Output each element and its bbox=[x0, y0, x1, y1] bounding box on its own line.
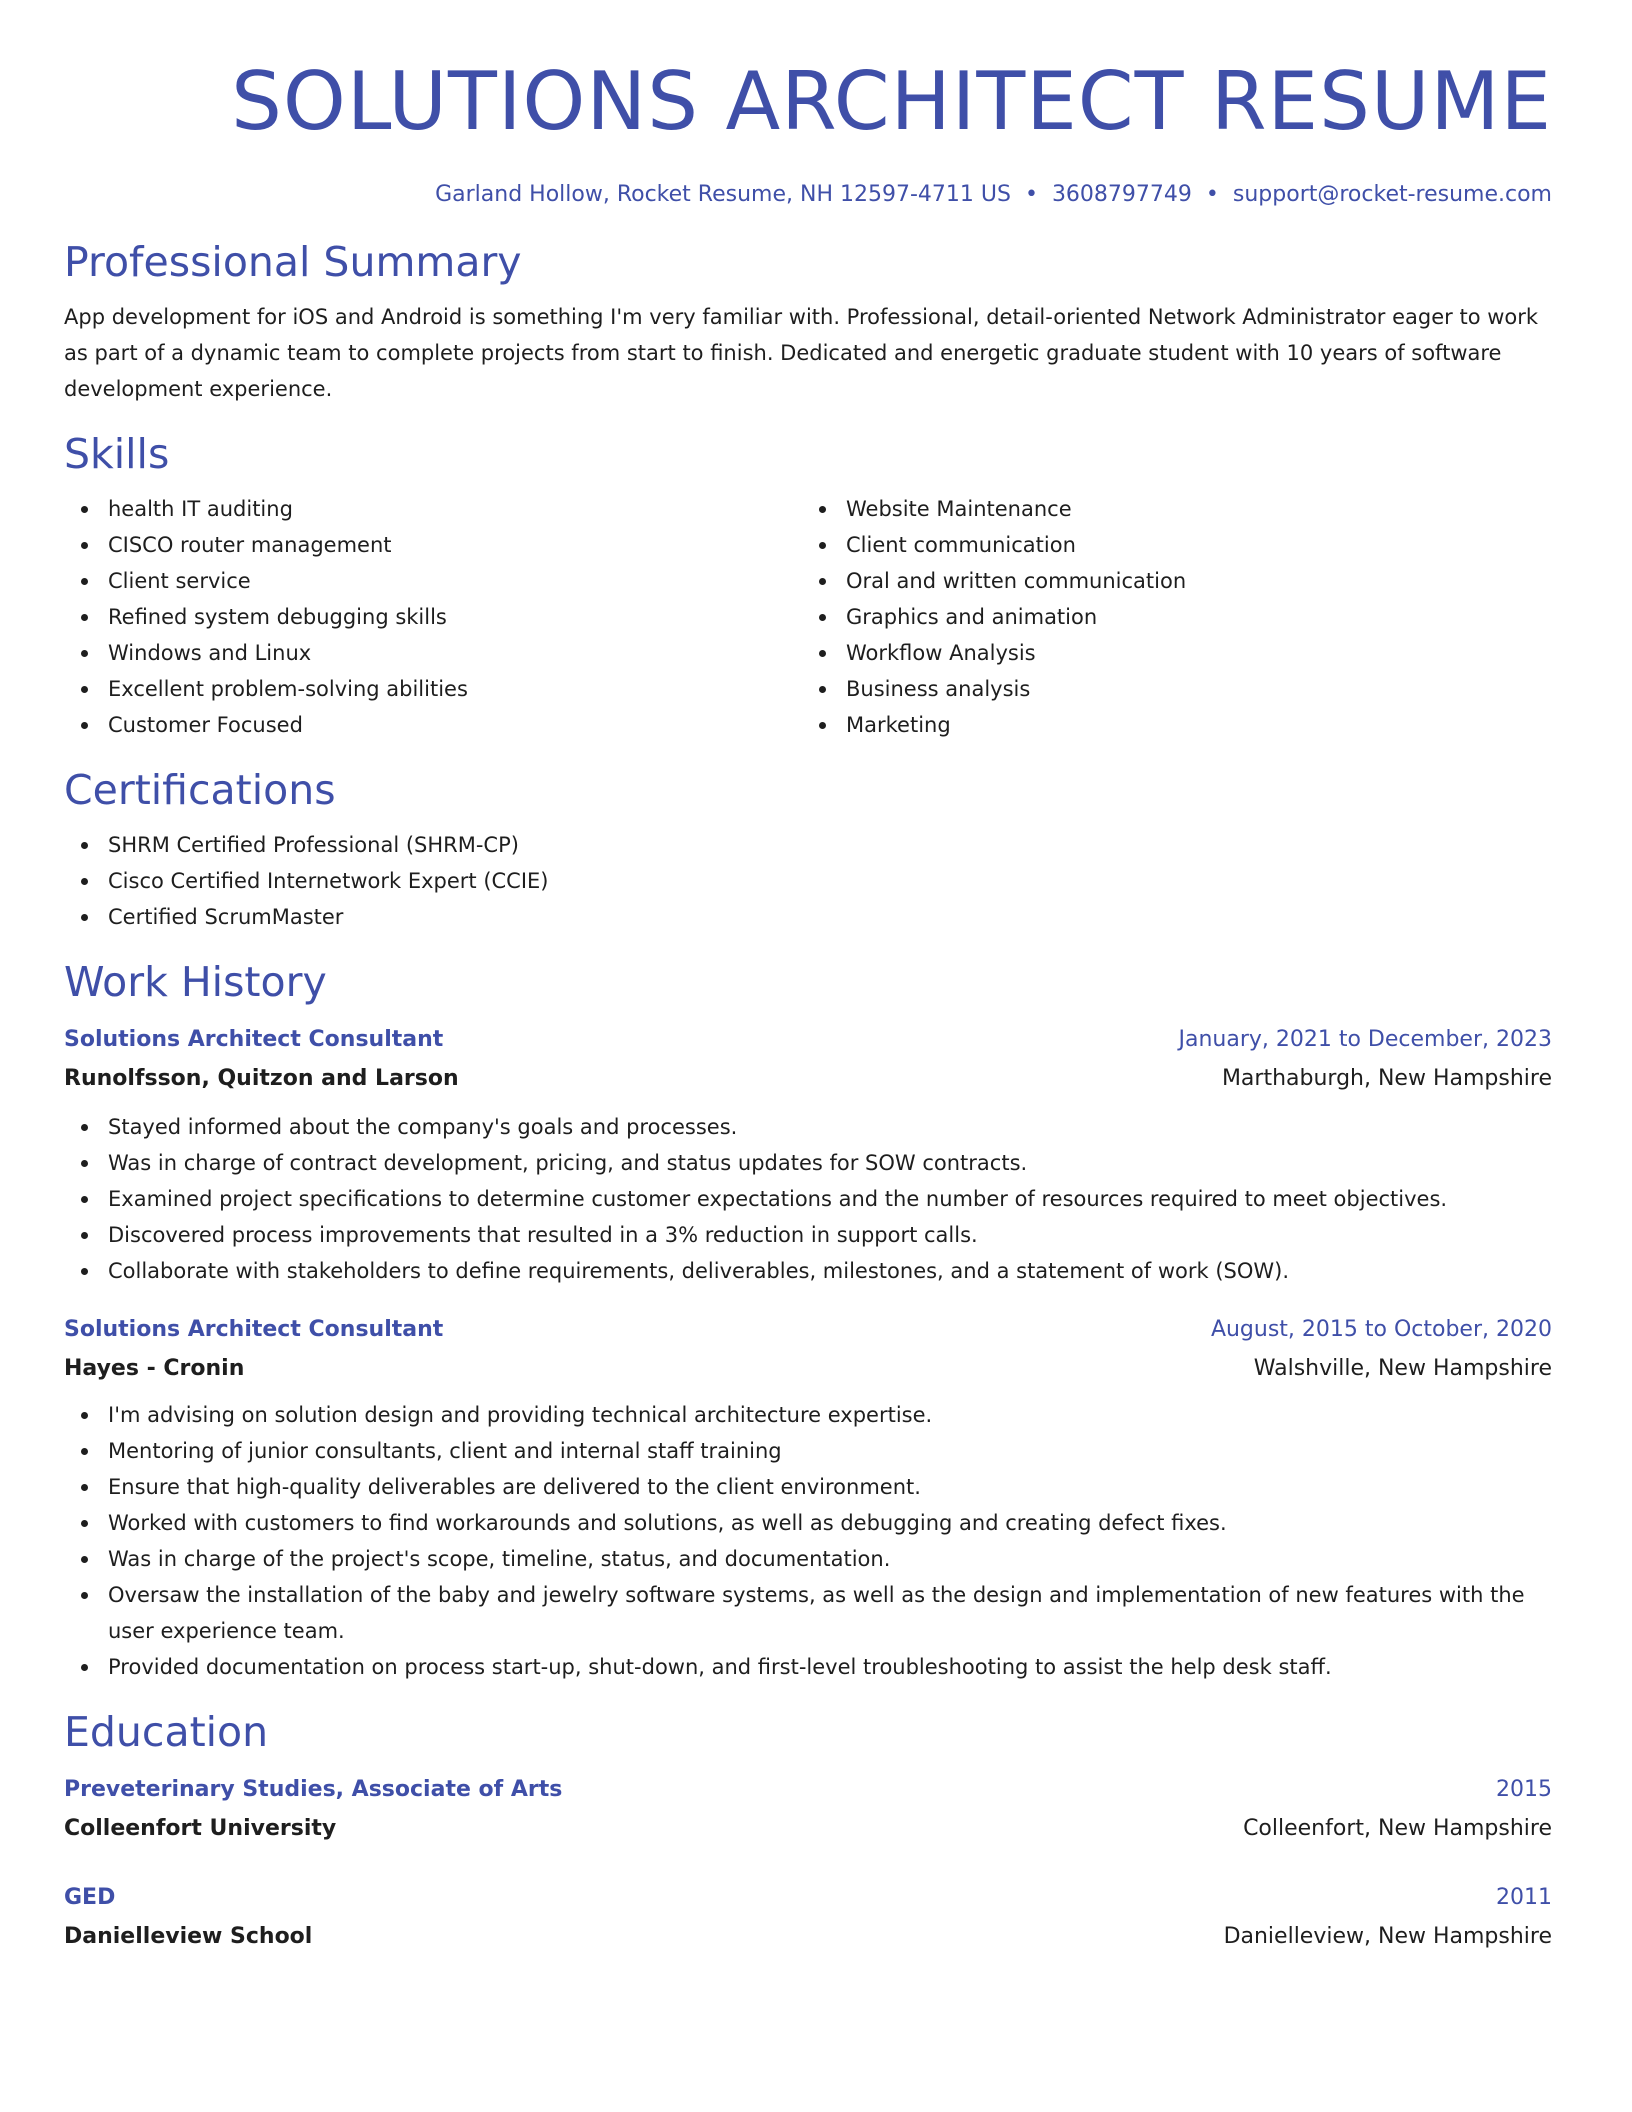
job-bullet: Was in charge of the project's scope, timeline, status, and documentation. bbox=[64, 1541, 1552, 1577]
skill-item: CISCO router management bbox=[64, 527, 802, 563]
skill-item: Workflow Analysis bbox=[802, 635, 1540, 671]
job-bullet: Discovered process improvements that resulted in a 3% reduction in support calls. bbox=[64, 1217, 1552, 1253]
contact-phone: 3608797749 bbox=[1051, 182, 1192, 207]
job-bullet: Ensure that high-quality deliverables are delivered to the client environment. bbox=[64, 1469, 1552, 1505]
contact-email[interactable]: support@rocket-resume.com bbox=[1232, 182, 1552, 207]
education-school: Colleenfort University bbox=[64, 1816, 337, 1841]
job-company: Hayes - Cronin bbox=[64, 1356, 245, 1381]
skill-item: Excellent problem-solving abilities bbox=[64, 671, 802, 707]
job-bullets bbox=[64, 1109, 1552, 1289]
education-year: 2011 bbox=[1496, 1885, 1552, 1910]
job-company: Runolfsson, Quitzon and Larson bbox=[64, 1066, 459, 1091]
education-heading: Education bbox=[64, 1708, 269, 1756]
certification-item: Cisco Certified Internetwork Expert (CCIE) bbox=[64, 863, 1552, 899]
job-org-row bbox=[64, 1349, 1552, 1389]
job-location: Marthaburgh, New Hampshire bbox=[1221, 1066, 1552, 1091]
work-history-heading: Work History bbox=[64, 958, 327, 1006]
education-degree: GED bbox=[64, 1885, 116, 1910]
job-title: Solutions Architect Consultant bbox=[64, 1317, 444, 1342]
education-school-row bbox=[64, 1809, 1552, 1849]
job-entry bbox=[64, 1021, 1552, 1289]
skill-item: health IT auditing bbox=[64, 491, 802, 527]
skill-item: Client service bbox=[64, 563, 802, 599]
skill-item: Website Maintenance bbox=[802, 491, 1540, 527]
skill-item: Customer Focused bbox=[64, 707, 802, 743]
summary-text: App development for iOS and Android is something I'm very familiar with. Professional, detail-oriented Network Administrator eager to work as part of a dynamic team to complete projects from start to finish. Dedicated and energetic graduate student with 10 years of software development experience. bbox=[64, 305, 1539, 401]
education-header-row bbox=[64, 1879, 1552, 1917]
certifications-list bbox=[64, 827, 1552, 935]
resume-title: SOLUTIONS ARCHITECT RESUME bbox=[231, 55, 1552, 148]
job-bullet: Examined project specifications to determine customer expectations and the number of resources required to meet objectives. bbox=[64, 1181, 1552, 1217]
job-header-row bbox=[64, 1311, 1552, 1349]
education-entry bbox=[64, 1771, 1552, 1849]
job-location: Walshville, New Hampshire bbox=[1253, 1356, 1552, 1381]
skill-item: Graphics and animation bbox=[802, 599, 1540, 635]
education-entry bbox=[64, 1879, 1552, 1957]
job-bullet: Was in charge of contract development, pricing, and status updates for SOW contracts. bbox=[64, 1145, 1552, 1181]
job-bullet: Provided documentation on process start-up, shut-down, and first-level troubleshooting to assist the help desk staff. bbox=[64, 1649, 1552, 1685]
job-header-row bbox=[64, 1021, 1552, 1059]
skills-heading: Skills bbox=[64, 430, 170, 478]
job-bullet: Worked with customers to find workarounds and solutions, as well as debugging and creating defect fixes. bbox=[64, 1505, 1552, 1541]
summary-heading: Professional Summary bbox=[64, 238, 522, 286]
education-header-row bbox=[64, 1771, 1552, 1809]
skill-item: Oral and written communication bbox=[802, 563, 1540, 599]
certification-item: Certified ScrumMaster bbox=[64, 899, 1552, 935]
contact-separator: • bbox=[1024, 182, 1038, 207]
skill-item: Refined system debugging skills bbox=[64, 599, 802, 635]
skills-grid bbox=[64, 491, 1552, 743]
job-dates: August, 2015 to October, 2020 bbox=[1210, 1317, 1552, 1342]
education-location: Danielleview, New Hampshire bbox=[1223, 1924, 1552, 1949]
certifications-heading: Certifications bbox=[64, 766, 336, 814]
job-org-row bbox=[64, 1059, 1552, 1099]
skill-item: Marketing bbox=[802, 707, 1540, 743]
job-entry bbox=[64, 1311, 1552, 1685]
certification-item: SHRM Certified Professional (SHRM-CP) bbox=[64, 827, 1552, 863]
education-school: Danielleview School bbox=[64, 1924, 313, 1949]
skill-item: Business analysis bbox=[802, 671, 1540, 707]
education-degree: Preveterinary Studies, Associate of Arts bbox=[64, 1777, 563, 1802]
contact-separator: • bbox=[1205, 182, 1219, 207]
job-bullet: Stayed informed about the company's goals and processes. bbox=[64, 1109, 1552, 1145]
education-location: Colleenfort, New Hampshire bbox=[1243, 1816, 1552, 1841]
job-dates: January, 2021 to December, 2023 bbox=[1178, 1027, 1552, 1052]
contact-address: Garland Hollow, Rocket Resume, NH 12597-4711 US bbox=[435, 182, 1011, 207]
skills-list-right bbox=[802, 491, 1540, 743]
job-bullets bbox=[64, 1397, 1552, 1685]
job-bullet: Mentoring of junior consultants, client and internal staff training bbox=[64, 1433, 1552, 1469]
skills-list-left bbox=[64, 491, 802, 743]
skill-item: Windows and Linux bbox=[64, 635, 802, 671]
education-school-row bbox=[64, 1917, 1552, 1957]
contact-line bbox=[64, 180, 1552, 210]
job-bullet: I'm advising on solution design and providing technical architecture expertise. bbox=[64, 1397, 1552, 1433]
job-title: Solutions Architect Consultant bbox=[64, 1027, 444, 1052]
job-bullet: Oversaw the installation of the baby and jewelry software systems, as well as the design and implementation of new features with the user experience team. bbox=[64, 1577, 1552, 1649]
skill-item: Client communication bbox=[802, 527, 1540, 563]
education-year: 2015 bbox=[1496, 1777, 1552, 1802]
job-bullet: Collaborate with stakeholders to define requirements, deliverables, milestones, and a statement of work (SOW). bbox=[64, 1253, 1552, 1289]
